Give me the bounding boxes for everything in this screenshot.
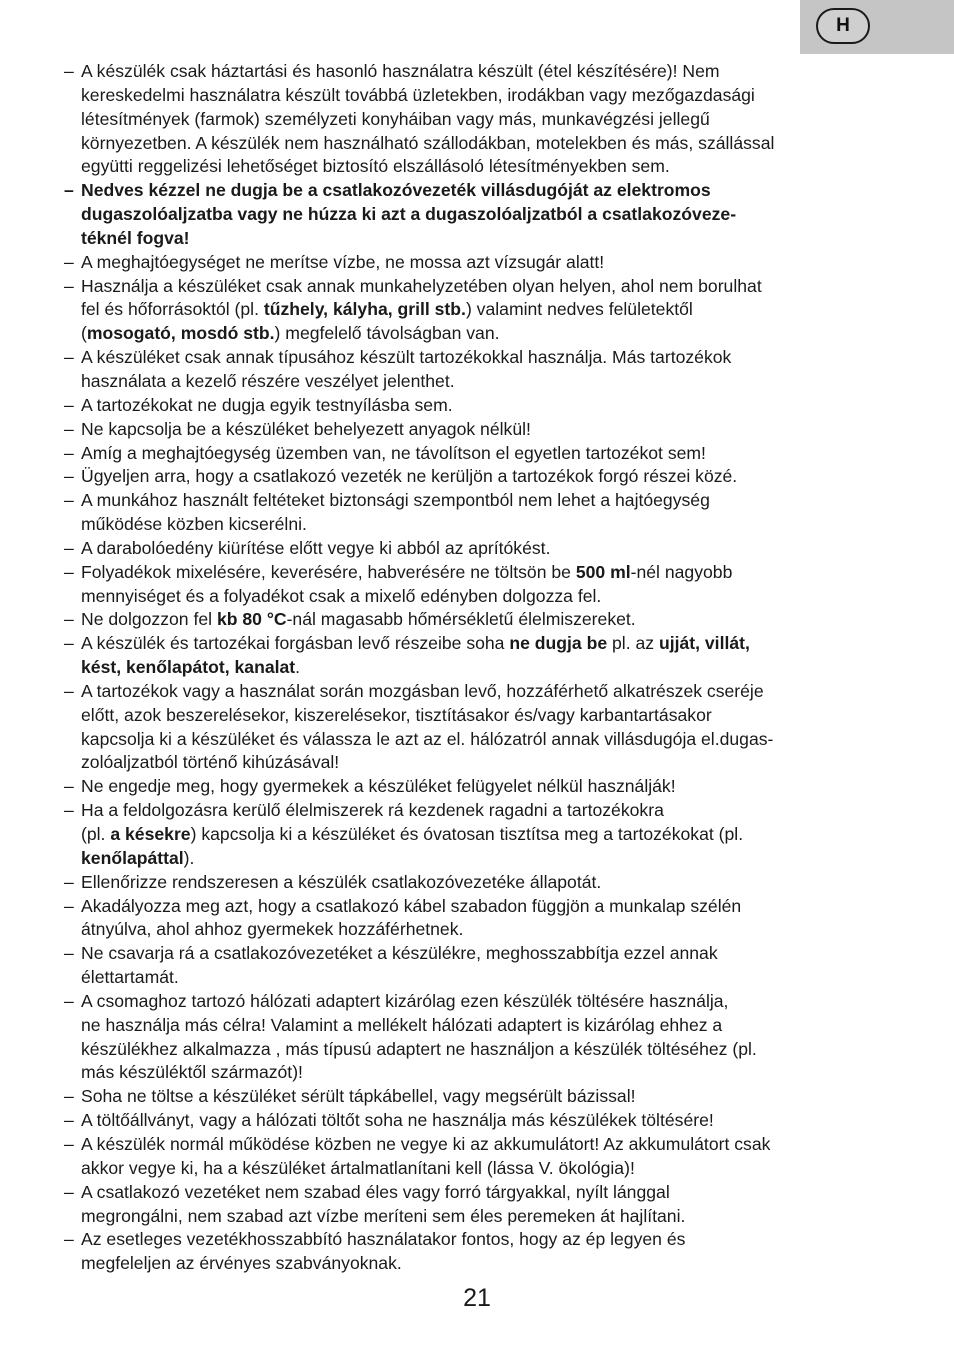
text-segment: A munkához használt feltéteket biztonsági szempontból nem lehet a hajtóegység xyxy=(81,490,710,511)
text-segment: Nedves kézzel ne dugja be a csatlakozóvezeték villásdugóját az elektromos xyxy=(81,180,711,201)
text-segment: működése közben kicserélni. xyxy=(81,514,307,535)
text-segment: ne használja más célra! Valamint a mellékelt hálózati adaptert is kizárólag ehhez a xyxy=(81,1014,723,1035)
text-segment: . xyxy=(295,657,301,678)
text-segment: -nál magasabb hőmérsékletű élelmiszereket. xyxy=(286,609,636,630)
text-segment: Ne kapcsolja be a készüléket behelyezett anyagok nélkül! xyxy=(81,418,531,439)
list-item xyxy=(64,1181,894,1229)
list-item xyxy=(64,799,894,871)
text-segment: téknél fogva! xyxy=(81,227,190,248)
emphasized-text: ujját, villát, xyxy=(658,633,750,654)
text-segment: A töltőállványt, vagy a hálózati töltőt soha ne használja más készülékek töltésére! xyxy=(81,1110,714,1131)
list-item xyxy=(64,942,894,990)
text-segment: A készülék normál működése közben ne vegye ki az akkumulátort! Az akkumulátort csak xyxy=(81,1133,771,1154)
list-item xyxy=(64,1109,894,1133)
text-segment: megrongálni, nem szabad azt vízbe meríteni sem éles peremeken át hajlítani. xyxy=(81,1205,686,1226)
page-number: 21 xyxy=(463,1284,491,1312)
text-segment: Akadályozza meg azt, hogy a csatlakozó kábel szabadon függjön a munkalap szélén xyxy=(81,895,742,916)
list-item xyxy=(64,1085,894,1109)
text-segment: Ne dolgozzon fel xyxy=(81,609,217,630)
text-segment: együtti reggelizési lehetőséget biztosító elszállásoló létesítményekben sem. xyxy=(81,156,670,177)
list-item xyxy=(64,394,894,418)
list-item xyxy=(64,871,894,895)
list-item xyxy=(64,251,894,275)
text-segment: készülékhez alkalmazza , más típusú adaptert ne használjon a készülék töltéséhez (pl. xyxy=(81,1038,757,1059)
text-segment: akkor vegye ki, ha a készüléket ártalmatlanítani kell (lássa V. ökológia)! xyxy=(81,1157,635,1178)
text-segment: A meghajtóegységet ne merítse vízbe, ne mossa azt vízsugár alatt! xyxy=(81,251,605,272)
text-segment: használata a kezelő részére veszélyet jelenthet. xyxy=(81,370,455,391)
text-segment: Ha a feldolgozásra kerülő élelmiszerek rá kezdenek ragadni a tartozékokra xyxy=(81,800,664,821)
list-item xyxy=(64,465,894,489)
text-segment: A készüléket csak annak típusához készült tartozékokkal használja. Más tartozékok xyxy=(81,347,732,368)
language-badge: H xyxy=(816,8,870,44)
text-segment: környezetben. A készülék nem használható szállodákban, motelekben és más, szállással xyxy=(81,132,775,153)
text-segment: ) valamint nedves felületektől xyxy=(465,299,693,320)
text-segment: A tartozékokat ne dugja egyik testnyílásba sem. xyxy=(81,394,453,415)
text-segment: átnyúlva, ahol ahhoz gyermekek hozzáférhetnek. xyxy=(81,919,464,940)
emphasized-text: ne dugja be xyxy=(509,633,608,654)
text-segment: A csatlakozó vezetéket nem szabad éles vagy forró tárgyakkal, nyílt lánggal xyxy=(81,1181,670,1202)
text-segment: ) megfelelő távolságban van. xyxy=(274,323,500,344)
emphasized-text: kb 80 °C xyxy=(216,609,287,630)
list-item xyxy=(64,1228,894,1276)
text-segment: (pl. xyxy=(81,824,111,844)
list-item xyxy=(64,60,894,179)
list-item xyxy=(64,275,894,347)
text-segment: létesítmények (farmok) személyzeti konyháiban vagy más, munkavégzési jellegű xyxy=(81,108,710,129)
text-segment: más készüléktől származót)! xyxy=(81,1062,303,1083)
list-item xyxy=(64,442,894,466)
text-segment: pl. az xyxy=(607,633,659,654)
text-segment: A készülék csak háztartási és hasonló használatra készült (étel készítésére)! Nem xyxy=(81,61,720,81)
text-segment: Ügyeljen arra, hogy a csatlakozó vezeték ne kerüljön a tartozékok forgó részei közé. xyxy=(81,466,738,487)
emphasized-text: a késekre xyxy=(110,824,191,844)
safety-instructions-list xyxy=(64,60,894,1276)
text-segment: Folyadékok mixelésére, keverésére, habverésére ne töltsön be xyxy=(81,561,576,582)
text-segment: ( xyxy=(81,323,87,344)
list-item xyxy=(64,895,894,943)
list-item xyxy=(64,561,894,609)
list-item xyxy=(64,537,894,561)
text-segment: élettartamát. xyxy=(81,967,179,988)
emphasized-text: kést, kenőlapátot, kanalat xyxy=(81,657,296,678)
list-item xyxy=(64,990,894,1085)
text-segment: A darabolóedény kiürítése előtt vegye ki abból az aprítókést. xyxy=(81,537,551,558)
list-item xyxy=(64,418,894,442)
text-segment: Amíg a meghajtóegység üzemben van, ne távolítson el egyetlen tartozékot sem! xyxy=(81,442,706,463)
text-segment: Használja a készüléket csak annak munkahelyzetében olyan helyen, ahol nem borulhat xyxy=(81,275,762,296)
emphasized-text: tűzhely, kályha, grill stb. xyxy=(263,299,466,320)
text-segment: Soha ne töltse a készüléket sérült tápkábellel, vagy megsérült bázissal! xyxy=(81,1086,636,1107)
text-segment: megfeleljen az érvényes szabványoknak. xyxy=(81,1253,402,1274)
text-segment: ) kapcsolja ki a készüléket és óvatosan tisztítsa meg a tartozékokat (pl. xyxy=(190,824,744,844)
list-item xyxy=(64,775,894,799)
text-segment: Ellenőrizze rendszeresen a készülék csatlakozóvezetéke állapotát. xyxy=(81,871,602,892)
list-item xyxy=(64,632,894,680)
list-item xyxy=(64,179,894,251)
text-segment: zolóaljzatból történő kihúzásával! xyxy=(81,752,340,773)
language-tab xyxy=(800,0,954,54)
text-segment: Ne engedje meg, hogy gyermekek a készüléket felügyelet nélkül használják! xyxy=(81,776,676,797)
text-segment: Az esetleges vezetékhosszabbító használatakor fontos, hogy az ép legyen és xyxy=(81,1229,686,1250)
text-segment: Ne csavarja rá a csatlakozóvezetéket a készülékre, meghosszabbítja ezzel annak xyxy=(81,943,718,964)
text-segment: A csomaghoz tartozó hálózati adaptert kizárólag ezen készülék töltésére használja, xyxy=(81,990,729,1011)
text-segment: A tartozékok vagy a használat során mozgásban levő, hozzáférhető alkatrészek cseréje xyxy=(81,680,764,701)
emphasized-text: mosogató, mosdó stb. xyxy=(86,323,275,344)
list-item xyxy=(64,608,894,632)
text-segment: mennyiséget és a folyadékot csak a mixelő edényben dolgozza fel. xyxy=(81,585,602,606)
text-segment: fel és hőforrásoktól (pl. xyxy=(81,299,264,320)
text-segment: ). xyxy=(183,847,195,868)
list-item xyxy=(64,489,894,537)
text-segment: előtt, azok beszerelésekor, kiszerelésekor, tisztításakor és/vagy karbantartásakor xyxy=(81,704,712,725)
text-segment: -nél nagyobb xyxy=(630,561,733,582)
text-segment: kapcsolja ki a készüléket és válassza le azt az el. hálózatról annak villásdugója el.dugas- xyxy=(81,728,774,749)
emphasized-text: kenőlapáttal xyxy=(81,847,184,868)
list-item xyxy=(64,680,894,775)
list-item xyxy=(64,1133,894,1181)
text-segment: dugaszolóaljzatba vagy ne húzza ki azt a dugaszolóaljzatból a csatlakozóveze- xyxy=(81,204,737,225)
text-segment: A készülék és tartozékai forgásban levő részeibe soha xyxy=(81,633,510,654)
emphasized-text: 500 ml xyxy=(575,561,631,582)
list-item xyxy=(64,346,894,394)
text-segment: kereskedelmi használatra készült továbbá üzletekben, irodákban vagy mezőgazdasági xyxy=(81,84,755,105)
